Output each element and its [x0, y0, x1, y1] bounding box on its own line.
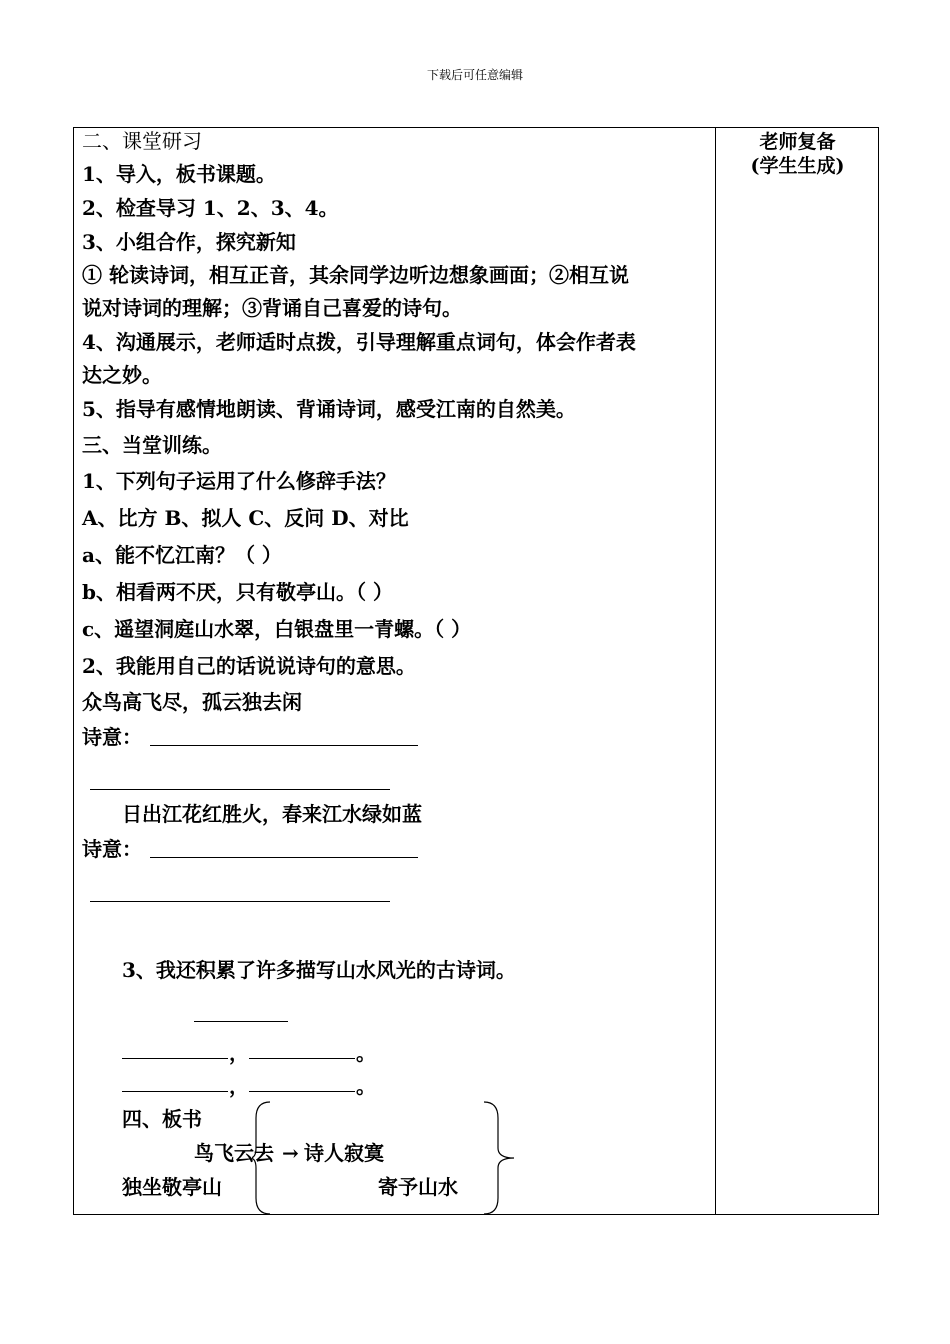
- answer-line[interactable]: [249, 1091, 355, 1092]
- period: 。: [356, 1074, 376, 1098]
- answer-line[interactable]: [90, 789, 390, 790]
- side-subtitle: (学生生成): [750, 155, 845, 177]
- meaning-label-1: 诗意：: [82, 725, 142, 749]
- answer-line[interactable]: [90, 901, 390, 902]
- step-3: 3、小组合作，探究新知: [82, 230, 296, 254]
- answer-line[interactable]: [249, 1058, 355, 1059]
- lesson-table: [73, 127, 879, 1215]
- side-title: 老师复备: [759, 131, 836, 153]
- question-1: 1、下列句子运用了什么修辞手法？: [82, 469, 396, 493]
- step-3-detail-a: ① 轮读诗词，相互正音，其余同学边听边想象画面；②相互说: [82, 263, 629, 287]
- section-two-heading: 二、课堂研习: [82, 129, 202, 153]
- question-2: 2、我能用自己的话说说诗句的意思。: [82, 654, 416, 678]
- column-divider: [715, 128, 716, 1214]
- answer-line[interactable]: [150, 745, 418, 746]
- teacher-notes-column: [716, 128, 879, 178]
- step-3-detail-b: 说对诗词的理解；③背诵自己喜爱的诗句。: [82, 296, 462, 320]
- board-text-1: 鸟飞云去: [194, 1141, 274, 1165]
- step-1: 1、导入，板书课题。: [82, 162, 276, 186]
- question-1-b: b、相看两不厌，只有敬亭山。（ ）: [82, 580, 393, 604]
- board-text-3: 独坐敬亭山: [122, 1175, 222, 1199]
- arrow-icon: →: [282, 1141, 299, 1165]
- question-1-a: a、能不忆江南？（ ）: [82, 543, 282, 567]
- header-note: 下载后可任意编辑: [426, 68, 523, 82]
- comma: ，: [229, 1041, 249, 1065]
- board-text-4: 寄予山水: [378, 1175, 458, 1199]
- step-4-a: 4、沟通展示，老师适时点拨，引导理解重点词句，体会作者表: [82, 330, 636, 354]
- answer-line[interactable]: [150, 857, 418, 858]
- meaning-label-2: 诗意：: [82, 837, 142, 861]
- section-three-heading: 三、当堂训练。: [82, 433, 222, 457]
- step-5: 5、指导有感情地朗读、背诵诗词，感受江南的自然美。: [82, 397, 576, 421]
- period: 。: [356, 1041, 376, 1065]
- question-1-options: A、比方 B、拟人 C、反问 D、对比: [82, 506, 409, 530]
- board-text-2: 诗人寂寞: [304, 1141, 384, 1165]
- step-4-b: 达之妙。: [82, 363, 162, 387]
- section-four-heading: 四、板书: [122, 1107, 202, 1131]
- answer-line[interactable]: [122, 1091, 228, 1092]
- comma: ，: [229, 1074, 249, 1098]
- answer-line[interactable]: [122, 1058, 228, 1059]
- question-1-c: c、遥望洞庭山水翠，白银盘里一青螺。（ ）: [82, 617, 472, 641]
- question-3: 3、我还积累了许多描写山水风光的古诗词。: [122, 958, 516, 982]
- poem-line-2: 日出江花红胜火，春来江水绿如蓝: [122, 802, 422, 826]
- poem-line-1: 众鸟高飞尽，孤云独去闲: [82, 690, 302, 714]
- step-2: 2、检查导习 1、2、3、4。: [82, 196, 339, 220]
- answer-line[interactable]: [194, 1021, 288, 1022]
